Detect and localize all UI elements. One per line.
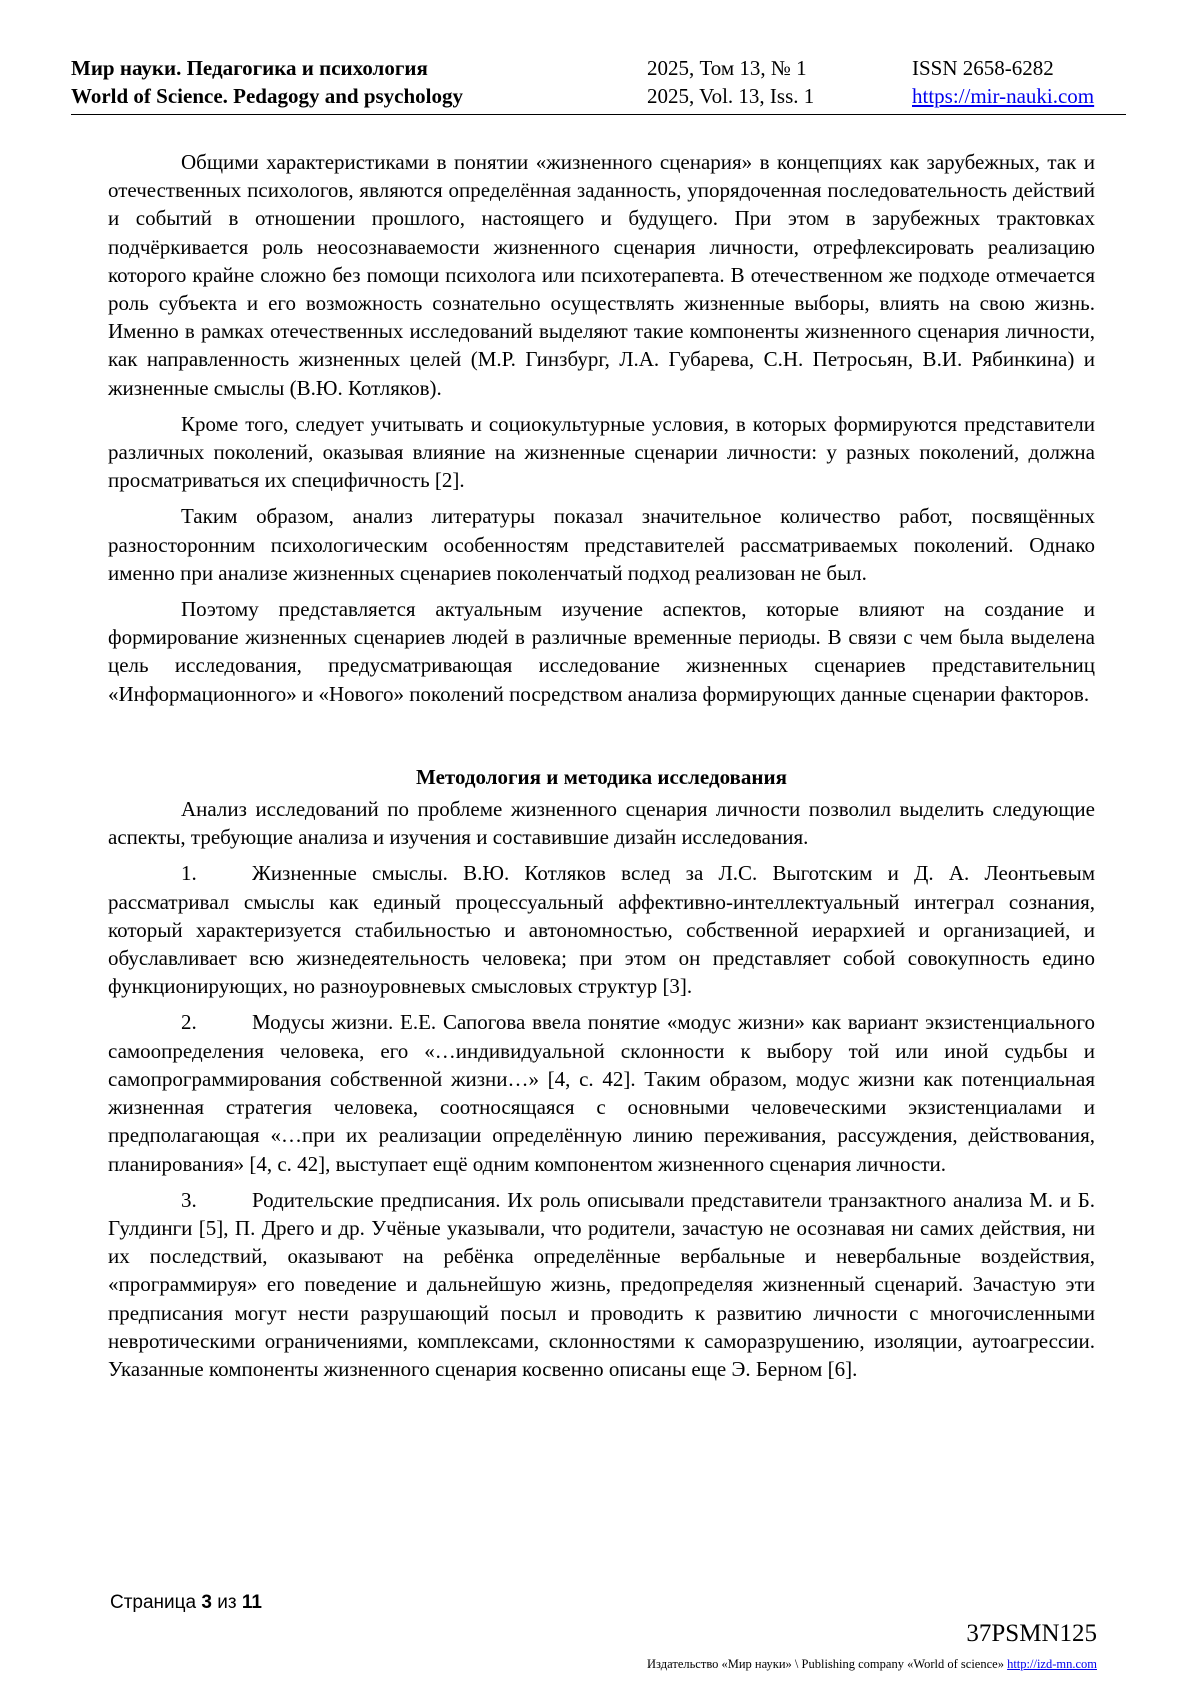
numbered-item [108, 1008, 1095, 1177]
page-total: 11 [241, 1592, 262, 1613]
item-number: 3. [181, 1187, 197, 1212]
page-current: 3 [201, 1592, 212, 1613]
item-number: 2. [181, 1010, 197, 1035]
page-label: Страница [110, 1592, 197, 1613]
article-body [108, 148, 1095, 1391]
paragraph: Поэтому представляется актуальным изучение аспектов, которые влияют на создание и формирование жизненных сценариев людей в различные временные периоды. В связи с чем была выделена цель исследования, предусматривающая исследование жизненных сценариев представительниц «Информационного» и «Нового» поколений посредством анализа формирующих данные сценарии факторов. [108, 597, 1095, 706]
item-number: 1. [181, 861, 197, 886]
issn: ISSN 2658-6282 [912, 56, 1054, 80]
item-text: Модусы жизни. Е.Е. Сапогова ввела понятие «модус жизни» как вариант экзистенциального самоопределения человека, его «…индивидуальной склонности к выбору той или иной судьбы и самопрограммирования собственной жизни…» [4, с. 42]. Таким образом, модус жизни как потенциальная жизненная стратегия человека, соотносящаяся с основными человеческими экзистенциалами и предполагающая «…при их реализации определённую линию переживания, рассуждения, действования, планирования» [4, с. 42], выступает ещё одним компонентом жизненного сценария личности. [108, 1010, 1095, 1176]
publisher-text: Издательство «Мир науки» \ Publishing company «World of science» [647, 1657, 1004, 1671]
page-header [71, 50, 1126, 115]
issue-ru: 2025, Том 13, № 1 [647, 56, 807, 80]
issn-block [912, 54, 1126, 110]
section-intro: Анализ исследований по проблеме жизненного сценария личности позволил выделить следующие аспекты, требующие анализа и изучения и составившие дизайн исследования. [108, 797, 1095, 850]
journal-title-ru: Мир науки. Педагогика и психология [71, 56, 428, 80]
issue-block [647, 54, 887, 110]
numbered-item [108, 1186, 1095, 1383]
journal-title-en: World of Science. Pedagogy and psychology [71, 84, 464, 108]
item-text: Жизненные смыслы. В.Ю. Котляков вслед за Л.С. Выготским и Д. А. Леонтьевым рассматривал смыслы как единый процессуальный аффективно-интеллектуальный интеграл сознания, который характеризуется стабильностью и автономностью, собственной иерархией и организацией, и обуславливает всю жизнедеятельность человека; при этом он представляет собой совокупность едино функционирующих, но разноуровневых смысловых структур [3]. [108, 861, 1095, 999]
journal-url-link[interactable]: https://mir-nauki.com [912, 84, 1095, 108]
numbered-item [108, 859, 1095, 1000]
paragraph: Кроме того, следует учитывать и социокультурные условия, в которых формируются представители различных поколений, оказывая влияние на жизненные сценарии личности: у разных поколений, должна просматриваться их специфичность [2]. [108, 411, 1095, 493]
article-code: 37PSMN125 [966, 1620, 1097, 1647]
publisher-url-link[interactable]: http://izd-mn.com [1007, 1657, 1097, 1671]
paragraph: Общими характеристиками в понятии «жизненного сценария» в концепциях как зарубежных, так и отечественных психологов, являются определённая заданность, упорядоченная последовательность действий и событий в отношении прошлого, настоящего и будущего. При этом в зарубежных трактовках подчёркивается роль неосознаваемости жизненного сценария личности, отрефлексировать реализацию которого крайне сложно без помощи психолога или психотерапевта. В отечественном же подходе отмечается роль субъекта и его возможность сознательно осуществлять жизненные выборы, влиять на свою жизнь. Именно в рамках отечественных исследований выделяют такие компоненты жизненного сценария личности, как направленность жизненных целей (М.Р. Гинзбург, Л.А. Губарева, С.Н. Петросьян, В.И. Рябинкина) и жизненные смыслы (В.Ю. Котляков). [108, 150, 1095, 400]
issue-en: 2025, Vol. 13, Iss. 1 [647, 84, 815, 108]
publisher-line [647, 1657, 1097, 1672]
page-of: из [217, 1592, 237, 1613]
section-heading: Методология и методика исследования [416, 764, 787, 789]
item-text: Родительские предписания. Их роль описывали представители транзактного анализа М. и Б. Гулдинги [5], П. Дрего и др. Учёные указывали, что родители, зачастую не осознавая ни самих действия, ни их последствий, оказывают на ребёнка определённые вербальные и невербальные воздействия, «программируя» его поведение и дальнейшую жизнь, предопределяя жизненный сценарий. Зачастую эти предписания могут нести разрушающий посыл и проводить к развитию личности с многочисленными невротическими ограничениями, комплексами, склонностями к саморазрушению, изоляции, аутоагрессии. Указанные компоненты жизненного сценария косвенно описаны еще Э. Берном [6]. [108, 1187, 1095, 1381]
paragraph: Таким образом, анализ литературы показал значительное количество работ, посвящённых разносторонним психологическим особенностям представителей рассматриваемых поколений. Однако именно при анализе жизненных сценариев поколенчатый подход реализован не был. [108, 504, 1095, 585]
journal-title-block [71, 54, 631, 110]
page-number [110, 1592, 262, 1614]
